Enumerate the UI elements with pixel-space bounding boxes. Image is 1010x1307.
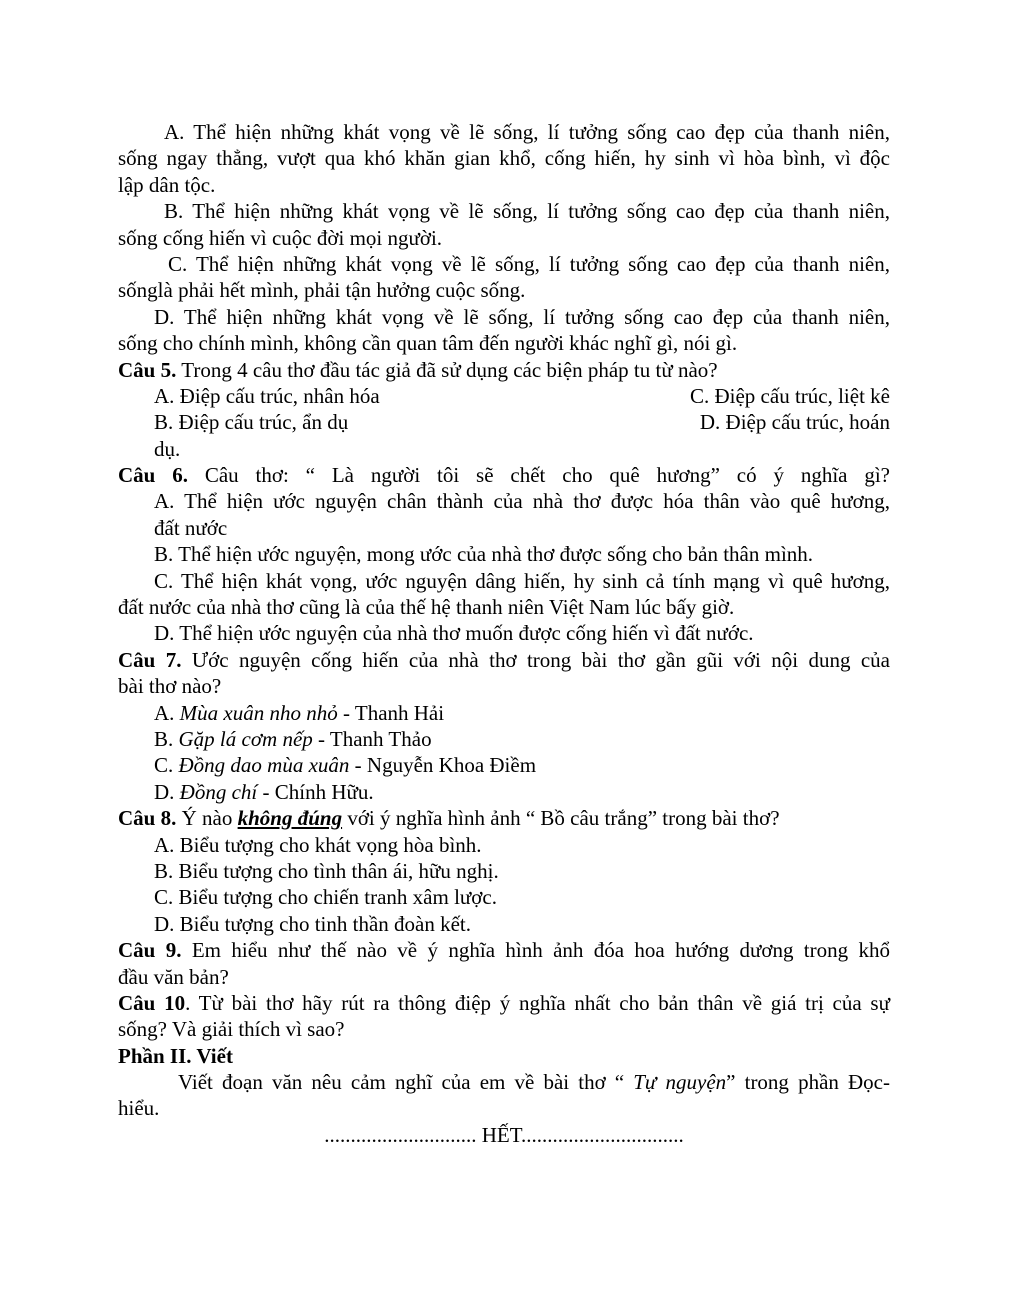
q6-label: Câu 6.: [118, 463, 188, 488]
q10-question-line2: sống? Và giải thích vì sao?: [118, 1017, 345, 1042]
q7-option-c-title: Đồng dao mùa xuân: [178, 753, 350, 778]
q5-option-b: B. Điệp cấu trúc, ẩn dụ: [154, 410, 349, 435]
q10-question: [118, 990, 890, 1016]
q5-option-a: A. Điệp cấu trúc, nhân hóa: [154, 383, 380, 408]
q4-option-c-line2: sốnglà phải hết mình, phải tận hưởng cuộc sống.: [118, 278, 526, 303]
q6-option-b: B. Thể hiện ước nguyện, mong ước của nhà thơ được sống cho bản thân mình.: [154, 542, 814, 567]
q10-text: . Từ bài thơ hãy rút ra thông điệp ý nghĩa nhất cho bản thân về giá trị của sự: [185, 990, 890, 1015]
q8-option-d: D. Biểu tượng cho tinh thần đoàn kết.: [154, 911, 472, 936]
part2-heading: [118, 1043, 890, 1069]
q4-option-b-line2: sống cống hiến vì cuộc đời mọi người.: [118, 225, 443, 250]
q7-label: Câu 7.: [118, 647, 182, 672]
q7-option-b: [118, 726, 890, 752]
q7-option-a-letter: A.: [154, 700, 180, 725]
q7-option-c: [118, 752, 890, 778]
q9-text: Em hiểu như thế nào về ý nghĩa hình ảnh đóa hoa hướng dương trong khổ: [181, 938, 890, 963]
part2-poem-title: Tự nguyện: [633, 1070, 727, 1095]
q7-option-d-letter: D.: [154, 779, 180, 804]
q6-text: Câu thơ: “ Là người tôi sẽ chết cho quê hương” có ý nghĩa gì?: [187, 463, 890, 488]
q5-option-d-wrap: dụ.: [154, 436, 181, 461]
q7-option-d-author: - Chính Hữu.: [257, 779, 374, 804]
q8-negation: không đúng: [237, 806, 343, 831]
q7-option-d-title: Đồng chí: [179, 779, 258, 804]
q7-option-b-letter: B.: [154, 726, 179, 751]
q9-question-line2: đầu văn bản?: [118, 964, 229, 989]
q7-option-c-letter: C.: [154, 753, 179, 778]
q7-option-a-title: Mùa xuân nho nhỏ: [179, 700, 338, 725]
q10-label: Câu 10: [118, 990, 186, 1015]
q4-option-a-line3: lập dân tộc.: [118, 172, 216, 197]
q5-option-d: D. Điệp cấu trúc, hoán: [699, 410, 890, 435]
q4-option-c-line1: C. Thể hiện những khát vọng về lẽ sống, lí tưởng sống cao đẹp của thanh niên,: [168, 251, 890, 276]
q5-option-c: C. Điệp cấu trúc, liệt kê: [689, 383, 890, 408]
exam-page: [118, 119, 890, 1148]
part2-prompt-pre: Viết đoạn văn nêu cảm nghĩ của em về bài thơ “: [178, 1070, 634, 1095]
q7-option-a-author: - Thanh Hải: [337, 700, 445, 725]
part2-heading-text: Phần II. Viết: [118, 1043, 233, 1068]
q8-label: Câu 8.: [118, 806, 177, 831]
q7-option-c-author: - Nguyễn Khoa Điềm: [349, 753, 537, 778]
q8-text-pre: Ý nào: [176, 806, 238, 831]
q4-option-d-line1: D. Thể hiện những khát vọng về lẽ sống, lí tưởng sống cao đẹp của thanh niên,: [154, 304, 890, 329]
q6-option-d: D. Thể hiện ước nguyện của nhà thơ muốn được cống hiến vì đất nước.: [154, 621, 754, 646]
q5-label: Câu 5.: [118, 357, 177, 382]
q9-label: Câu 9.: [118, 938, 182, 963]
part2-prompt-line2: hiểu.: [118, 1096, 160, 1121]
q6-option-c-line1: C. Thể hiện khát vọng, ước nguyện dâng hiến, hy sinh cả tính mạng vì quê hương,: [154, 568, 890, 593]
q5-text: Trong 4 câu thơ đầu tác giả đã sử dụng các biện pháp tu từ nào?: [176, 357, 718, 382]
q7-text: Ước nguyện cống hiến của nhà thơ trong bài thơ gần gũi với nội dung của: [181, 647, 890, 672]
q6-question: [118, 462, 890, 488]
q7-option-b-title: Gặp lá cơm nếp: [178, 726, 313, 751]
q7-question: [118, 647, 890, 673]
q8-option-a: A. Biểu tượng cho khát vọng hòa bình.: [154, 832, 482, 857]
q5-options-row1: [118, 383, 890, 409]
q5-options-row2: [118, 409, 890, 435]
q5-question: [118, 357, 890, 383]
q4-option-b-line1: B. Thể hiện những khát vọng về lẽ sống, lí tưởng sống cao đẹp của thanh niên,: [164, 199, 890, 224]
q7-option-b-author: - Thanh Thảo: [312, 726, 432, 751]
q4-option-a-line1: A. Thể hiện những khát vọng về lẽ sống, lí tưởng sống cao đẹp của thanh niên,: [164, 120, 890, 144]
part2-prompt-post: ” trong phần Đọc-: [726, 1070, 890, 1095]
q6-option-a-line1: A. Thể hiện ước nguyện chân thành của nhà thơ được hóa thân vào quê hương,: [154, 489, 890, 514]
q9-question: [118, 937, 890, 963]
q4-option-a-line2: sống ngay thẳng, vượt qua khó khăn gian khổ, cống hiến, hy sinh vì hòa bình, vì độc: [118, 146, 890, 171]
q6-option-c-line2: đất nước của nhà thơ cũng là của thế hệ thanh niên Việt Nam lúc bấy giờ.: [118, 595, 735, 620]
q8-text-post: với ý nghĩa hình ảnh “ Bồ câu trắng” trong bài thơ?: [342, 806, 780, 831]
q8-option-c: C. Biểu tượng cho chiến tranh xâm lược.: [154, 885, 497, 910]
q4-option-d-line2: sống cho chính mình, không cần quan tâm đến người khác nghĩ gì, nói gì.: [118, 331, 738, 356]
part2-prompt: [118, 1069, 890, 1095]
q7-option-d: [118, 779, 890, 805]
q7-question-line2: bài thơ nào?: [118, 674, 222, 699]
q8-question: [118, 805, 890, 831]
q8-option-b: B. Biểu tượng cho tình thân ái, hữu nghị.: [154, 858, 499, 883]
end-marker: ............................. HẾT...............................: [324, 1122, 684, 1147]
q6-option-a-line2: đất nước: [154, 515, 228, 540]
q7-option-a: [118, 700, 890, 726]
